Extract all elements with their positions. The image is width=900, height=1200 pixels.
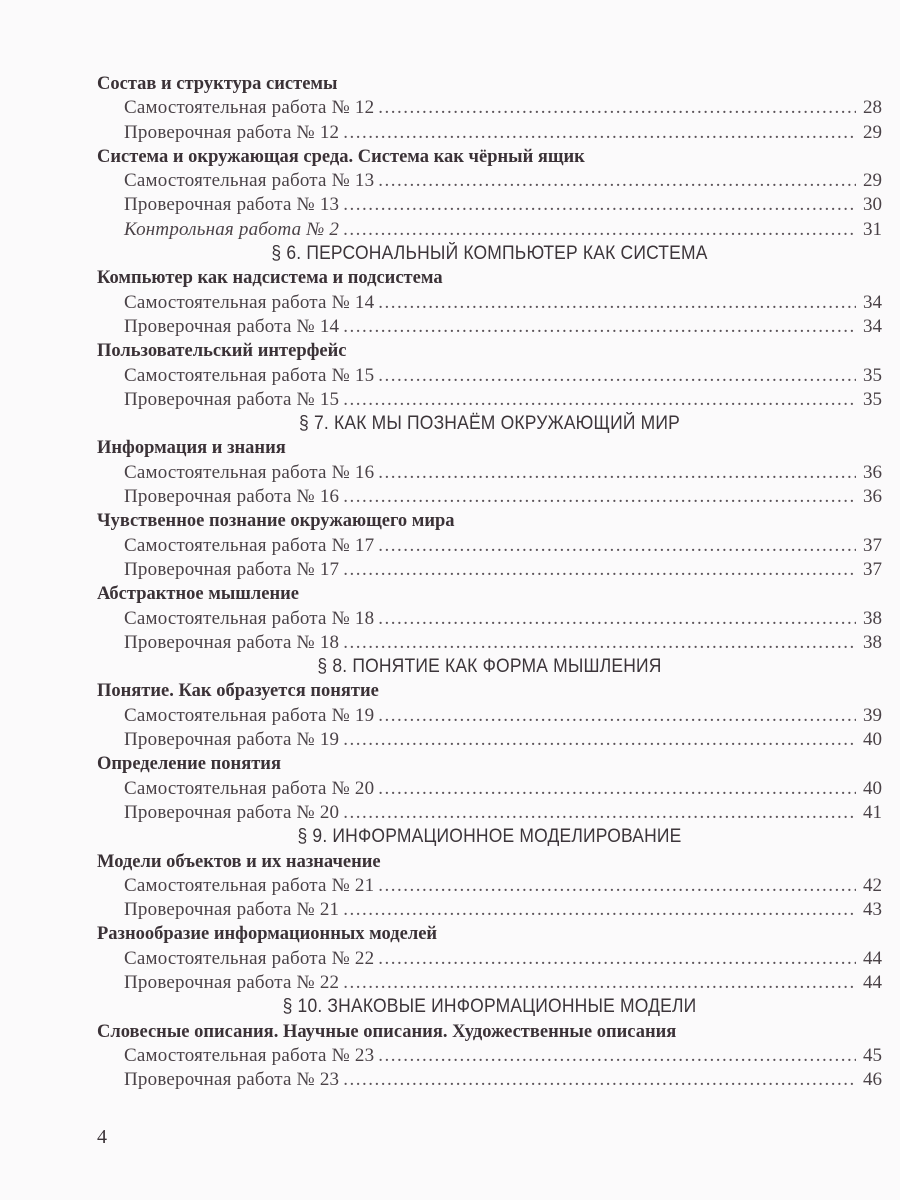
toc-entry[interactable]	[97, 218, 882, 242]
toc-entry-label: Проверочная работа № 20	[124, 801, 340, 823]
dot-leader	[378, 364, 856, 388]
toc-entry[interactable]	[97, 291, 882, 315]
toc-entry-label: Проверочная работа № 14	[124, 315, 340, 337]
toc-topic-heading: Компьютер как надсистема и подсистема	[97, 268, 443, 289]
dot-leader	[378, 291, 856, 315]
dot-leader	[378, 704, 856, 728]
toc-entry-page: 30	[863, 194, 882, 216]
toc-entry-label: Контрольная работа № 2	[124, 218, 340, 240]
toc-entry-page: 44	[863, 947, 882, 969]
dot-leader	[378, 874, 856, 898]
toc-topic-heading: Чувственное познание окружающего мира	[97, 511, 455, 532]
toc-entry-page: 40	[863, 729, 882, 751]
toc-entry-label: Проверочная работа № 23	[124, 1069, 340, 1091]
toc-entry[interactable]	[97, 704, 882, 728]
toc-section-heading: § 9. ИНФОРМАЦИОННОЕ МОДЕЛИРОВАНИЕ	[297, 826, 682, 848]
toc-entry[interactable]	[97, 607, 882, 631]
toc-entry[interactable]	[97, 898, 882, 922]
toc-entry-label: Проверочная работа № 13	[124, 194, 340, 216]
toc-topic-heading: Понятие. Как образуется понятие	[97, 681, 379, 702]
toc-topic-heading: Информация и знания	[97, 438, 286, 459]
toc-topic-heading: Словесные описания. Научные описания. Художественные описания	[97, 1021, 677, 1042]
toc-entry-label: Проверочная работа № 15	[124, 388, 340, 410]
dot-leader	[378, 96, 856, 120]
toc-entry-label: Самостоятельная работа № 15	[124, 364, 375, 386]
toc-topic-heading: Разнообразие информационных моделей	[97, 924, 438, 945]
dot-leader	[378, 947, 856, 971]
toc-section-heading: § 8. ПОНЯТИЕ КАК ФОРМА МЫШЛЕНИЯ	[317, 656, 662, 678]
toc-entry-label: Самостоятельная работа № 12	[124, 97, 375, 119]
toc-entry-page: 34	[863, 315, 882, 337]
toc-entry-page: 39	[863, 704, 882, 726]
dot-leader	[343, 558, 856, 582]
toc-section-heading: § 7. КАК МЫ ПОЗНАЁМ ОКРУЖАЮЩИЙ МИР	[299, 413, 680, 435]
dot-leader	[343, 193, 856, 217]
toc-entry-page: 36	[863, 461, 882, 483]
toc-topic-heading: Модели объектов и их назначение	[97, 851, 381, 872]
dot-leader	[343, 801, 856, 825]
toc-entry-page: 35	[863, 388, 882, 410]
toc-entry[interactable]	[97, 388, 882, 412]
toc-topic-heading: Система и окружающая среда. Система как чёрный ящик	[97, 146, 585, 167]
toc-entry[interactable]	[97, 631, 882, 655]
toc-entry-label: Проверочная работа № 19	[124, 729, 340, 751]
toc-entry-label: Самостоятельная работа № 16	[124, 461, 375, 483]
toc-entry[interactable]	[97, 558, 882, 582]
toc-entry-page: 41	[863, 801, 882, 823]
toc-entry-label: Проверочная работа № 21	[124, 899, 340, 921]
toc-entry-page: 42	[863, 874, 882, 896]
toc-entry[interactable]	[97, 364, 882, 388]
toc-entry-label: Проверочная работа № 16	[124, 486, 340, 508]
toc-entry-page: 44	[863, 971, 882, 993]
toc-entry[interactable]	[97, 801, 882, 825]
toc-entry-label: Самостоятельная работа № 13	[124, 170, 375, 192]
toc-entry[interactable]	[97, 947, 882, 971]
dot-leader	[378, 777, 856, 801]
toc-entry[interactable]	[97, 193, 882, 217]
dot-leader	[343, 485, 856, 509]
dot-leader	[343, 728, 856, 752]
toc-entry-label: Самостоятельная работа № 22	[124, 947, 375, 969]
toc-entry-label: Проверочная работа № 22	[124, 971, 340, 993]
toc-entry-page: 38	[863, 607, 882, 629]
toc-entry-label: Проверочная работа № 18	[124, 631, 340, 653]
toc-topic-heading: Состав и структура системы	[97, 74, 338, 94]
dot-leader	[343, 218, 856, 242]
toc-entry-page: 29	[863, 121, 882, 143]
toc-section-heading: § 10. ЗНАКОВЫЕ ИНФОРМАЦИОННЫЕ МОДЕЛИ	[282, 996, 697, 1018]
toc-entry[interactable]	[97, 1044, 882, 1068]
dot-leader	[343, 971, 856, 995]
toc-entry[interactable]	[97, 534, 882, 558]
toc-entry-page: 29	[863, 170, 882, 192]
toc-entry-page: 38	[863, 631, 882, 653]
toc-entry-label: Самостоятельная работа № 17	[124, 534, 375, 556]
toc-entry-page: 36	[863, 486, 882, 508]
toc-entry-label: Самостоятельная работа № 14	[124, 291, 375, 313]
toc-entry-page: 31	[863, 218, 882, 240]
toc-entry-page: 43	[863, 899, 882, 921]
toc-entry-page: 28	[863, 97, 882, 119]
toc-entry-page: 46	[863, 1069, 882, 1091]
toc-entry-label: Самостоятельная работа № 19	[124, 704, 375, 726]
toc-entry[interactable]	[97, 1068, 882, 1092]
dot-leader	[343, 898, 856, 922]
dot-leader	[343, 121, 856, 145]
toc-entry[interactable]	[97, 728, 882, 752]
toc-entry[interactable]	[97, 169, 882, 193]
toc-entry-page: 45	[863, 1044, 882, 1066]
toc-entry-label: Самостоятельная работа № 23	[124, 1044, 375, 1066]
toc-entry[interactable]	[97, 96, 882, 120]
dot-leader	[378, 607, 856, 631]
toc-entry[interactable]	[97, 777, 882, 801]
toc-entry-page: 37	[863, 534, 882, 556]
toc-topic-heading: Пользовательский интерфейс	[97, 341, 347, 362]
dot-leader	[378, 1044, 856, 1068]
dot-leader	[378, 461, 856, 485]
toc-entry-label: Самостоятельная работа № 21	[124, 874, 375, 896]
toc-entry[interactable]	[97, 874, 882, 898]
page-number: 4	[97, 1126, 107, 1148]
toc-entry-page: 37	[863, 558, 882, 580]
toc-topic-heading: Абстрактное мышление	[97, 584, 300, 605]
dot-leader	[343, 1068, 856, 1092]
toc-topic-heading: Определение понятия	[97, 754, 281, 775]
dot-leader	[343, 388, 856, 412]
toc-entry[interactable]	[97, 485, 882, 509]
toc-entry[interactable]	[97, 121, 882, 145]
dot-leader	[343, 631, 856, 655]
dot-leader	[378, 169, 856, 193]
dot-leader	[378, 534, 856, 558]
toc-entry[interactable]	[97, 971, 882, 995]
toc-entry-page: 35	[863, 364, 882, 386]
table-of-contents	[97, 72, 882, 1092]
toc-entry-page: 34	[863, 291, 882, 313]
toc-entry-label: Проверочная работа № 12	[124, 121, 340, 143]
toc-entry-page: 40	[863, 777, 882, 799]
toc-entry-label: Самостоятельная работа № 20	[124, 777, 375, 799]
toc-section-heading: § 6. ПЕРСОНАЛЬНЫЙ КОМПЬЮТЕР КАК СИСТЕМА	[271, 243, 708, 265]
toc-entry-label: Самостоятельная работа № 18	[124, 607, 375, 629]
toc-entry-label: Проверочная работа № 17	[124, 558, 340, 580]
toc-entry[interactable]	[97, 315, 882, 339]
dot-leader	[343, 315, 856, 339]
toc-entry[interactable]	[97, 461, 882, 485]
